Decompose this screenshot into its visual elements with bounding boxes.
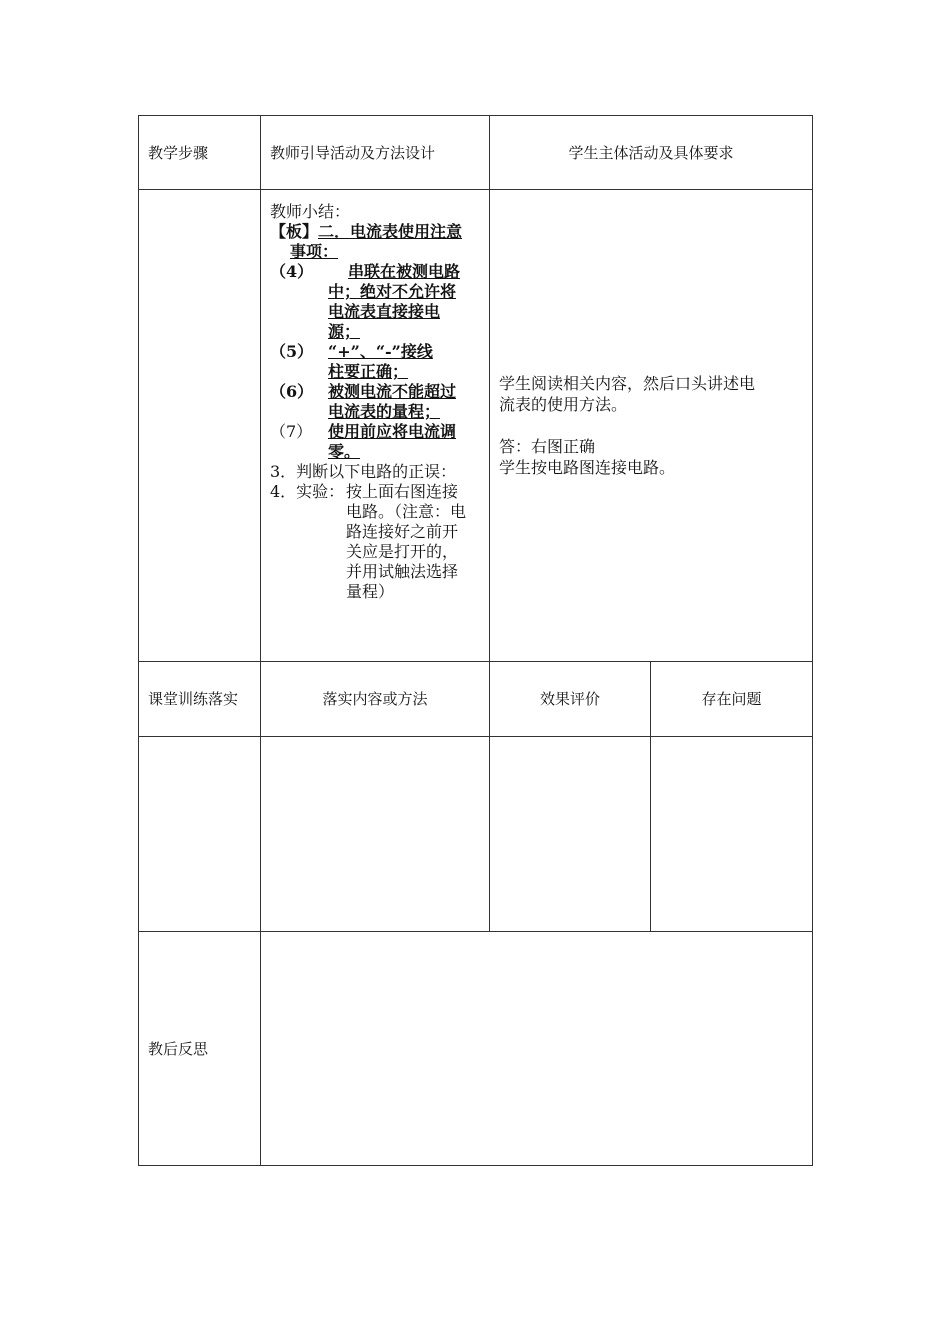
teacher-guidance-cell bbox=[261, 190, 490, 662]
note-line: 电流表直接接电 bbox=[328, 302, 441, 321]
note-line: 中；绝对不允许将 bbox=[328, 282, 457, 301]
note-line: 被测电流不能超过 bbox=[328, 382, 457, 401]
note-number: （6） bbox=[270, 382, 314, 401]
board-prefix: 【板】 bbox=[270, 222, 319, 241]
step-3-judge-circuit: 3．判断以下电路的正误： bbox=[270, 462, 457, 481]
training-issues-cell bbox=[651, 737, 813, 932]
note-number: （4） bbox=[270, 262, 314, 281]
experiment-line: 电路。（注意：电 bbox=[346, 502, 467, 521]
experiment-line: 量程） bbox=[346, 582, 395, 601]
student-answer: 答：右图正确 bbox=[499, 437, 596, 456]
step-4-experiment bbox=[270, 482, 483, 602]
training-effect-cell bbox=[490, 737, 651, 932]
experiment-line: 路连接好之前开 bbox=[346, 522, 459, 541]
board-title: 二．电流表使用注意 bbox=[318, 222, 463, 241]
note-line: “+”、“-”接线 bbox=[328, 342, 433, 361]
experiment-line: 按上面右图连接 bbox=[346, 482, 459, 501]
note-item bbox=[270, 262, 483, 342]
step-cell-empty bbox=[139, 190, 261, 662]
note-line: 源； bbox=[328, 322, 361, 341]
experiment-label: 4．实验： bbox=[270, 482, 345, 501]
reflection-row bbox=[139, 932, 813, 1166]
student-text-line: 学生按电路图连接电路。 bbox=[499, 458, 676, 477]
reflection-label: 教后反思 bbox=[139, 932, 261, 1166]
student-text-line: 学生阅读相关内容，然后口头讲述电 bbox=[499, 374, 756, 393]
header-teaching-steps: 教学步骤 bbox=[139, 116, 261, 190]
note-line: 电流表的量程； bbox=[328, 402, 441, 421]
training-effect-header: 效果评价 bbox=[490, 662, 651, 737]
header-teacher-activity: 教师引导活动及方法设计 bbox=[261, 116, 490, 190]
note-line: 使用前应将电流调 bbox=[328, 422, 457, 441]
training-empty-cell bbox=[139, 737, 261, 932]
teacher-summary: 教师小结： bbox=[270, 202, 351, 221]
header-student-activity: 学生主体活动及具体要求 bbox=[490, 116, 813, 190]
lesson-plan-table bbox=[138, 115, 813, 1166]
header-row bbox=[139, 116, 813, 190]
training-content-cell bbox=[261, 737, 490, 932]
reflection-content-cell bbox=[261, 932, 813, 1166]
note-item bbox=[270, 382, 483, 422]
note-number: （5） bbox=[270, 342, 314, 361]
training-label: 课堂训练落实 bbox=[139, 662, 261, 737]
note-line: 零。 bbox=[328, 442, 361, 461]
training-header-row bbox=[139, 662, 813, 737]
note-number: （7） bbox=[270, 422, 313, 441]
training-content-header: 落实内容或方法 bbox=[261, 662, 490, 737]
note-item bbox=[270, 422, 483, 462]
student-activity-cell bbox=[490, 190, 813, 662]
board-title-cont: 事项： bbox=[290, 242, 339, 261]
experiment-line: 并用试触法选择 bbox=[346, 562, 459, 581]
note-item bbox=[270, 342, 483, 382]
student-text-line: 流表的使用方法。 bbox=[499, 395, 628, 414]
training-issues-header: 存在问题 bbox=[651, 662, 813, 737]
note-line: 柱要正确； bbox=[328, 362, 409, 381]
content-row bbox=[139, 190, 813, 662]
experiment-line: 关应是打开的， bbox=[346, 542, 459, 561]
note-line: 串联在被测电路 bbox=[348, 262, 461, 281]
training-body-row bbox=[139, 737, 813, 932]
